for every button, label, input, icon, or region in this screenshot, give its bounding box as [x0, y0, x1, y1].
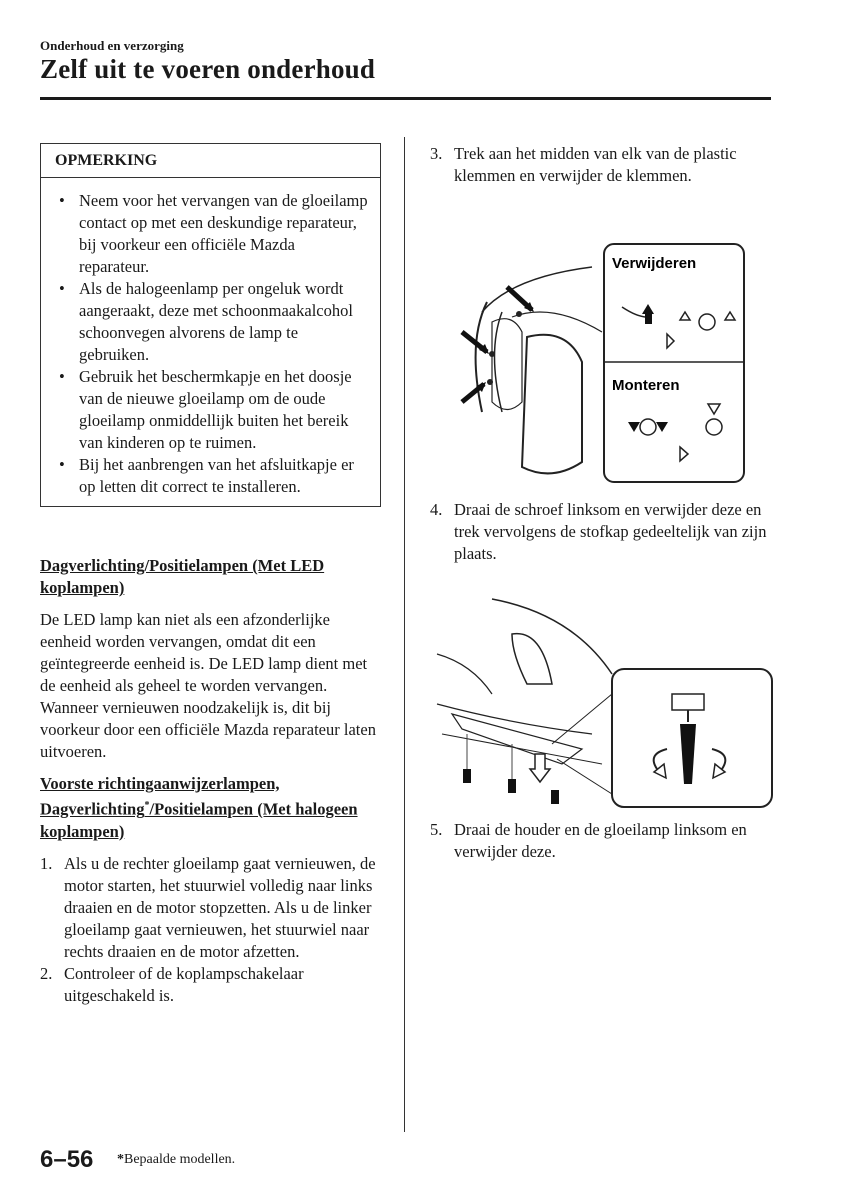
right-column-step4 [430, 499, 775, 565]
step-2: 2. Controleer of de koplampschakelaar uitgeschakeld is. [40, 963, 304, 1005]
footnote: *Bepaalde modellen. [117, 1152, 236, 1167]
step-3: 3. Trek aan het midden van elk van de plastic klemmen en verwijder de klemmen. [430, 144, 737, 185]
note-heading: OPMERKING [41, 144, 380, 178]
screw-removal-figure [432, 594, 777, 809]
right-column [430, 143, 775, 187]
label-install: Monteren [612, 377, 680, 394]
step-5: 5. Draai de houder en de gloeilamp linksom en verwijder deze. [430, 820, 747, 861]
step-4: 4. Draai de schroef linksom en verwijder deze en trek vervolgens de stofkap gedeeltelijk van zijn plaats. [430, 500, 767, 563]
step-1: 1. Als u de rechter gloeilamp gaat vernieuwen, de motor starten, het stuurwiel volledig naar links draaien en de motor stopzetten. Als u de linker gloeilamp gaat vernieuwen, het stuurwiel naar rechts draaien en de motor afzetten. [40, 853, 376, 961]
note-item: • Bij het aanbrengen van het afsluitkapje er op letten dit correct te installeren. [55, 454, 368, 498]
halogen-section-heading: Voorste richtingaanwijzerlampen, Dagverlichting*/Positielampen (Met halogeen koplampen) [40, 774, 358, 841]
led-section-body: De LED lamp kan niet als een afzonderlijke eenheid worden vervangen, omdat dit een geïntegreerde eenheid is. De LED lamp dient met de eenheid als geheel te worden vervangen. Wanneer vernieuwen noodzakelijk is, dit bij voorkeur door een officiële Mazda reparateur laten uitvoeren. [40, 610, 376, 761]
left-column [40, 143, 382, 1007]
page-number: 6–56 [40, 1146, 94, 1173]
note-body [41, 178, 380, 506]
led-section-heading: Dagverlichting/Positielampen (Met LED koplampen) [40, 556, 325, 597]
label-remove: Verwijderen [612, 255, 697, 272]
note-box [40, 143, 381, 507]
column-divider [404, 137, 405, 1132]
note-item: • Neem voor het vervangen van de gloeilamp contact op met een deskundige reparateur, bij voorkeur een officiële Mazda reparateur. [55, 190, 368, 278]
bullet-icon: • [59, 455, 65, 474]
title-rule [40, 97, 771, 100]
section-label: Onderhoud en verzorging [40, 38, 184, 53]
note-item: • Als de halogeenlamp per ongeluk wordt aangeraakt, deze met schoonmaakalcohol schoonvegen alvorens de lamp te gebruiken. [55, 278, 368, 366]
page-title: Zelf uit te voeren onderhoud [40, 54, 376, 84]
bullet-icon: • [59, 367, 65, 386]
bullet-icon: • [59, 279, 65, 298]
clip-removal-figure [452, 242, 747, 487]
bullet-icon: • [59, 191, 65, 210]
right-column-step5 [430, 819, 775, 863]
note-item: • Gebruik het beschermkapje en het doosje van de nieuwe gloeilamp om de oude gloeilamp onmiddellijk buiten het bereik van kinderen op te ruimen. [55, 366, 368, 454]
